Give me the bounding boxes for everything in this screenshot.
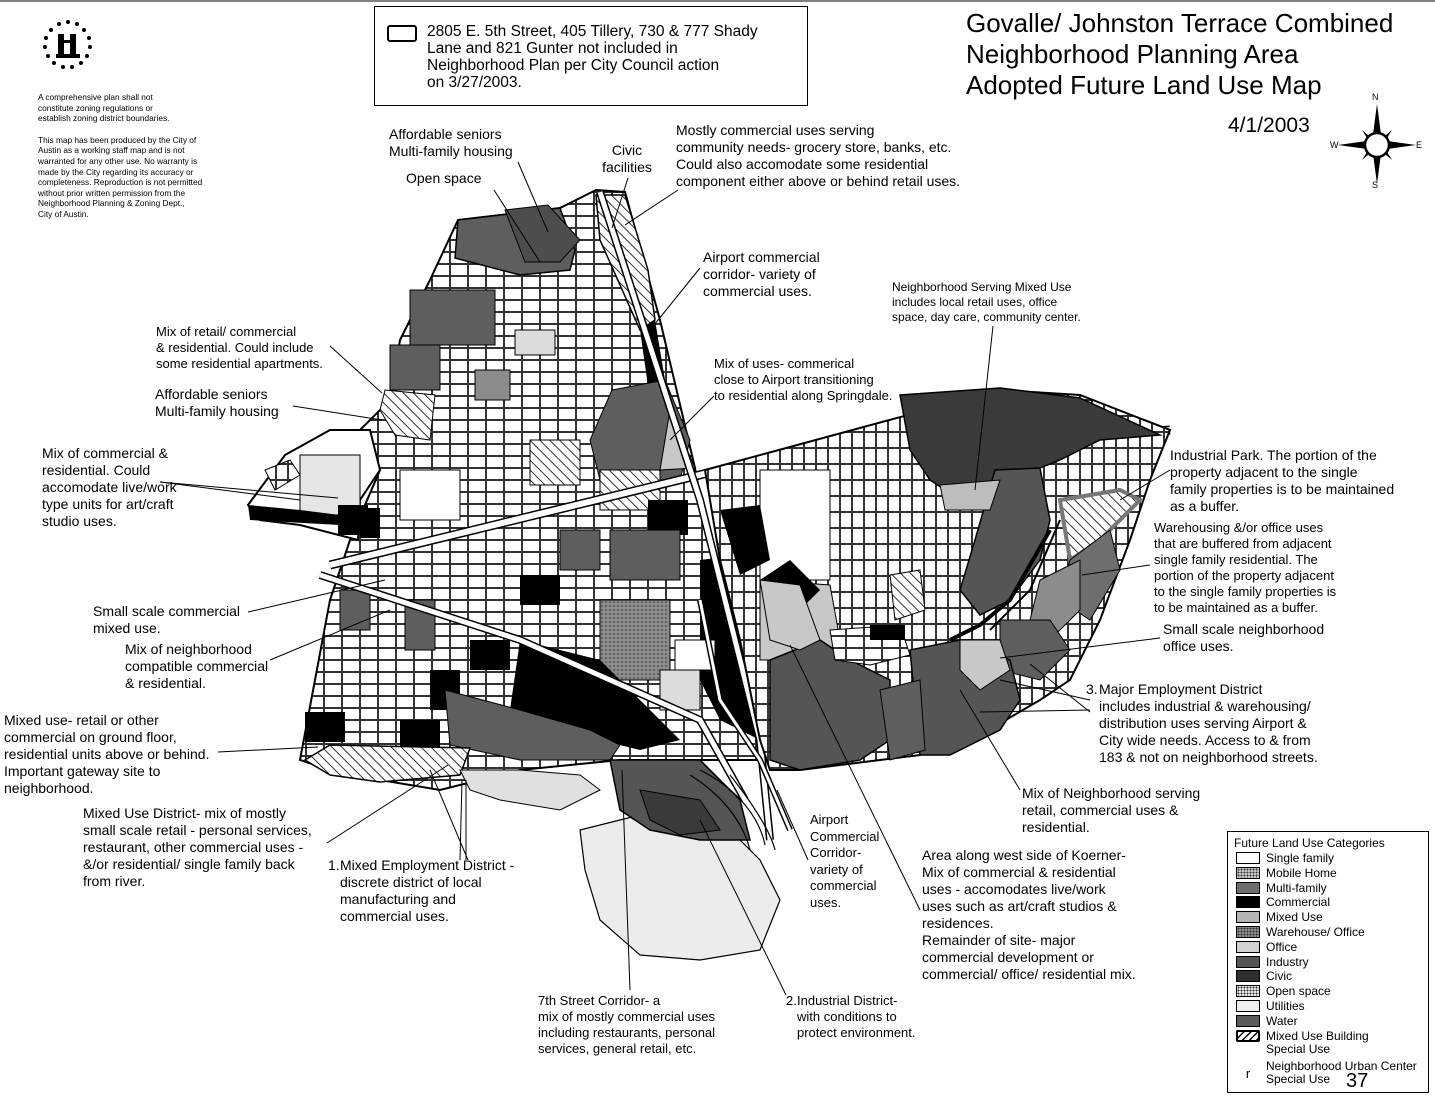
label-line: 7th Street Corridor- a [538, 993, 661, 1008]
label-line: &/or residential/ single family back [83, 856, 295, 872]
label-line: family properties is to be maintained [1170, 481, 1395, 497]
legend-title: Future Land Use Categories [1234, 836, 1385, 850]
label-line: residential units above or behind. [4, 746, 210, 762]
legend-swatch [1236, 896, 1260, 908]
disclaimer [38, 92, 253, 231]
disclaimer-p1-line: A comprehensive plan shall not [38, 92, 153, 102]
legend-label: Single family [1266, 851, 1335, 865]
label-line: & residential. [125, 675, 206, 691]
label-mix-retail-commercial [156, 324, 323, 372]
label-line: from river. [83, 873, 146, 889]
label-line: Affordable seniors [389, 126, 502, 142]
compass-n: N [1372, 92, 1379, 102]
label-line: close to Airport transitioning [714, 372, 874, 387]
label-line: type units for art/craft [42, 496, 174, 512]
map-title-line-2: Neighborhood Planning Area [966, 39, 1299, 69]
map-date: 4/1/2003 [1228, 114, 1310, 137]
label-line: to the single family properties is [1154, 584, 1337, 599]
label-line: commercial development or [922, 949, 1094, 965]
label-affordable-seniors-middle [155, 386, 279, 420]
notice-line: Neighborhood Plan per City Council action [427, 57, 720, 74]
label-line: 183 & not on neighborhood streets. [1099, 749, 1318, 765]
label-line: protect environment. [797, 1025, 916, 1040]
label-line: Corridor- [810, 845, 862, 860]
legend-swatch [1236, 882, 1260, 894]
label-line: Remainder of site- major [922, 932, 1076, 948]
legend-swatch [1236, 1000, 1260, 1012]
label-line: includes industrial & warehousing/ [1099, 698, 1311, 714]
legend-item [1236, 1000, 1305, 1014]
label-line: Mix of commercial & residential [922, 864, 1116, 880]
label-mixed-use-retail-gateway [4, 712, 209, 797]
label-line: services, general retail, etc. [538, 1041, 697, 1056]
label-line: Neighborhood Serving Mixed Use [892, 280, 1072, 294]
legend-swatch [1236, 956, 1260, 968]
legend-swatch [1236, 970, 1260, 982]
label-line: Multi-family housing [155, 403, 279, 419]
legend-swatch [1236, 941, 1260, 953]
label-line: mixed use. [93, 620, 161, 636]
label-line: Small scale neighborhood [1163, 621, 1325, 637]
label-line: residential. [1022, 819, 1090, 835]
label-warehousing-office [1154, 520, 1336, 616]
legend-item [1236, 956, 1309, 970]
excluded-properties-notice [374, 6, 808, 106]
label-line: discrete district of local [340, 874, 482, 890]
label-mix-commercial-residential [42, 445, 177, 530]
map-title-line-3: Adopted Future Land Use Map [966, 70, 1322, 100]
legend-item [1236, 867, 1337, 881]
label-7th-street-corridor [538, 993, 715, 1057]
label-line: commercial uses. [703, 283, 812, 299]
disclaimer-p2-line: This map has been produced by the City of [38, 134, 197, 145]
label-number: 1. [328, 857, 340, 873]
label-line: office uses. [1163, 638, 1234, 654]
label-line: retail, commercial uses & [1022, 802, 1179, 818]
legend-item-mixed-use-building [1236, 1029, 1369, 1056]
legend-swatch [1236, 911, 1260, 923]
label-line: neighborhood. [4, 780, 94, 796]
label-line: with conditions to [797, 1009, 897, 1024]
label-mix-uses-airport [714, 356, 893, 404]
label-line: restaurant, other commercial uses - [83, 839, 304, 855]
label-line: Mix of Neighborhood serving [1022, 785, 1201, 801]
label-affordable-seniors-north [389, 126, 513, 160]
label-line: as a buffer. [1170, 498, 1240, 514]
label-line: portion of the property adjacent [1154, 568, 1334, 583]
legend-item [1236, 926, 1365, 940]
legend-item [1236, 1015, 1298, 1029]
label-line: uses. [810, 894, 842, 910]
legend-item [1236, 911, 1323, 925]
label-line: residences. [922, 915, 994, 931]
label-line: Mixed use- retail or other [4, 712, 159, 728]
disclaimer-p2-line: Neighborhood Planning & Zoning Dept., [38, 198, 185, 209]
legend-label: Special Use [1266, 1042, 1331, 1056]
compass-w: W [1330, 140, 1339, 150]
label-line: to be maintained as a buffer. [1154, 600, 1318, 615]
map-title-line-1: Govalle/ Johnston Terrace Combined [966, 8, 1394, 38]
legend-item [1236, 985, 1331, 999]
legend-swatch [1236, 1015, 1260, 1027]
notice-line: on 3/27/2003. [427, 74, 522, 91]
urban-center-symbol: r [1245, 1066, 1251, 1081]
label-open-space [406, 170, 482, 187]
notice-line: Lane and 821 Gunter not included in [427, 40, 678, 57]
label-line: corridor- variety of [703, 266, 816, 282]
label-line: Open space [406, 170, 482, 186]
label-line: City wide needs. Access to & from [1099, 732, 1311, 748]
label-line: facilities [602, 159, 652, 175]
legend-label: Commercial [1266, 895, 1331, 910]
label-line: to residential along Springdale. [714, 388, 893, 403]
label-line: manufacturing and [340, 891, 456, 907]
disclaimer-p2-line: without prior written permission from the [38, 187, 186, 198]
legend-label: Mixed Use [1266, 910, 1323, 925]
legend-label: Utilities [1266, 999, 1305, 1013]
label-line: commercial/ office/ residential mix. [922, 966, 1136, 982]
label-line: Mixed Use District- mix of mostly [83, 805, 287, 821]
label-line: & residential. Could include [156, 340, 314, 355]
disclaimer-p2-line: warranted for any other use. No warranty is [38, 155, 198, 166]
notice-line: 2805 E. 5th Street, 405 Tillery, 730 & 777 Shady [427, 23, 758, 40]
legend-item [1236, 896, 1330, 910]
compass-s: S [1372, 180, 1379, 190]
label-line: includes local retail uses, office [892, 295, 1058, 309]
label-line: Small scale commercial [93, 603, 241, 619]
legend-label: Open space [1266, 984, 1331, 999]
label-small-scale-commercial [93, 603, 240, 637]
label-line: accomodate live/work [42, 479, 177, 495]
label-line: Could also accomodate some residential [676, 156, 929, 172]
label-line: Mixed Employment District - [340, 857, 515, 873]
label-mixed-use-district [83, 805, 312, 890]
legend-swatch [1236, 852, 1260, 864]
label-line: Mostly commercial uses serving [676, 122, 875, 138]
legend-label: Warehouse/ Office [1266, 925, 1365, 939]
label-line: compatible commercial [125, 658, 269, 674]
label-line: Warehousing &/or office uses [1154, 520, 1324, 535]
label-neighborhood-serving-mixed-use [892, 280, 1081, 325]
label-line: Commercial [810, 828, 880, 844]
label-mix-neighborhood-serving [1022, 785, 1200, 836]
label-line: uses such as art/craft studios & [922, 898, 1117, 914]
label-line: commercial uses. [340, 908, 449, 924]
page-number: 37 [1346, 1070, 1369, 1092]
label-line: including restaurants, personal [538, 1025, 716, 1040]
label-line: small scale retail - personal services, [83, 822, 312, 838]
disclaimer-p2-line: City of Austin. [38, 208, 89, 219]
label-airport-commercial-small [810, 812, 879, 911]
label-line: Civic [611, 142, 643, 158]
label-line: space, day care, community center. [892, 310, 1081, 324]
label-major-employment-district [1086, 681, 1318, 766]
label-line: component either above or behind retail uses. [676, 173, 961, 189]
legend-item [1236, 882, 1327, 896]
label-line: some residential apartments. [156, 356, 323, 371]
label-line: Affordable seniors [155, 386, 268, 402]
label-line: Mix of retail/ commercial [156, 324, 297, 339]
disclaimer-p2-line: made by the City regarding its accuracy or [38, 166, 194, 177]
label-koerner-area [922, 847, 1136, 983]
label-line: variety of [810, 861, 863, 877]
legend-item [1236, 970, 1292, 984]
map-title [966, 8, 1426, 101]
legend-swatch [1236, 926, 1260, 938]
label-airport-commercial-corridor [703, 249, 820, 300]
label-industrial-park [1170, 447, 1394, 515]
compass-e: E [1416, 140, 1423, 150]
legend-label: Special Use [1266, 1072, 1331, 1086]
legend-swatch [1236, 867, 1260, 879]
label-number: 3. [1086, 681, 1098, 697]
label-line: uses - accomodates live/work [922, 881, 1106, 897]
label-civic-facilities [600, 142, 654, 176]
label-line: commercial [810, 878, 877, 893]
city-logo-icon [42, 18, 94, 70]
label-line: Industrial Park. The portion of the [1170, 447, 1377, 463]
mixed-use-building-swatch-icon [387, 25, 417, 42]
legend-label: Industry [1266, 954, 1309, 969]
label-number: 2. [786, 993, 797, 1008]
legend-label: Neighborhood Urban Center [1266, 1059, 1417, 1073]
label-line: community needs- grocery store, banks, etc. [676, 139, 952, 155]
label-line: Airport [810, 812, 849, 827]
label-industrial-district [786, 993, 916, 1041]
disclaimer-p2-line: Austin as a working staff map and is not [38, 145, 185, 156]
legend-label: Office [1266, 939, 1298, 954]
disclaimer-p1-line: establish zoning district boundaries. [38, 113, 170, 124]
label-line: studio uses. [42, 513, 117, 529]
label-small-scale-office [1163, 621, 1324, 655]
legend-label: Mixed Use Building [1266, 1029, 1369, 1043]
legend [1227, 831, 1429, 1093]
label-line: mix of mostly commercial uses [538, 1009, 715, 1024]
label-line: Airport commercial [703, 249, 820, 265]
label-mostly-commercial [676, 122, 960, 190]
label-line: distribution uses serving Airport & [1099, 715, 1307, 731]
label-line: residential. Could [42, 462, 151, 478]
legend-label: Multi-family [1266, 880, 1327, 895]
label-line: single family residential. The [1154, 552, 1318, 567]
label-line: property adjacent to the single [1170, 464, 1358, 480]
legend-label: Mobile Home [1266, 865, 1337, 880]
compass-rose-icon [1330, 92, 1423, 190]
legend-label: Water [1266, 1013, 1298, 1028]
disclaimer-p2-line: completeness. Reproduction is not permitted [38, 177, 203, 188]
legend-label: Civic [1266, 969, 1292, 984]
label-line: Multi-family housing [389, 143, 513, 159]
label-line: Mix of neighborhood [125, 641, 252, 657]
disclaimer-p1-line: constitute zoning regulations or [38, 102, 153, 113]
label-line: Area along west side of Koerner- [922, 847, 1126, 863]
label-line: Industrial District- [797, 993, 898, 1008]
mixed-use-building-swatch-icon [1236, 1030, 1260, 1042]
label-line: Mix of uses- commerical [714, 356, 855, 371]
legend-item [1236, 941, 1297, 955]
label-line: commercial on ground floor, [4, 729, 177, 745]
label-line: Mix of commercial & [42, 445, 169, 461]
legend-swatch [1236, 985, 1260, 997]
label-line: that are buffered from adjacent [1154, 536, 1332, 551]
legend-item [1236, 852, 1334, 866]
label-mix-neighborhood-compatible [125, 641, 268, 692]
far-west-lobe [248, 430, 380, 540]
label-mixed-employment-district [328, 857, 514, 925]
label-line: Major Employment District [1099, 681, 1263, 697]
label-line: Important gateway site to [4, 763, 161, 779]
